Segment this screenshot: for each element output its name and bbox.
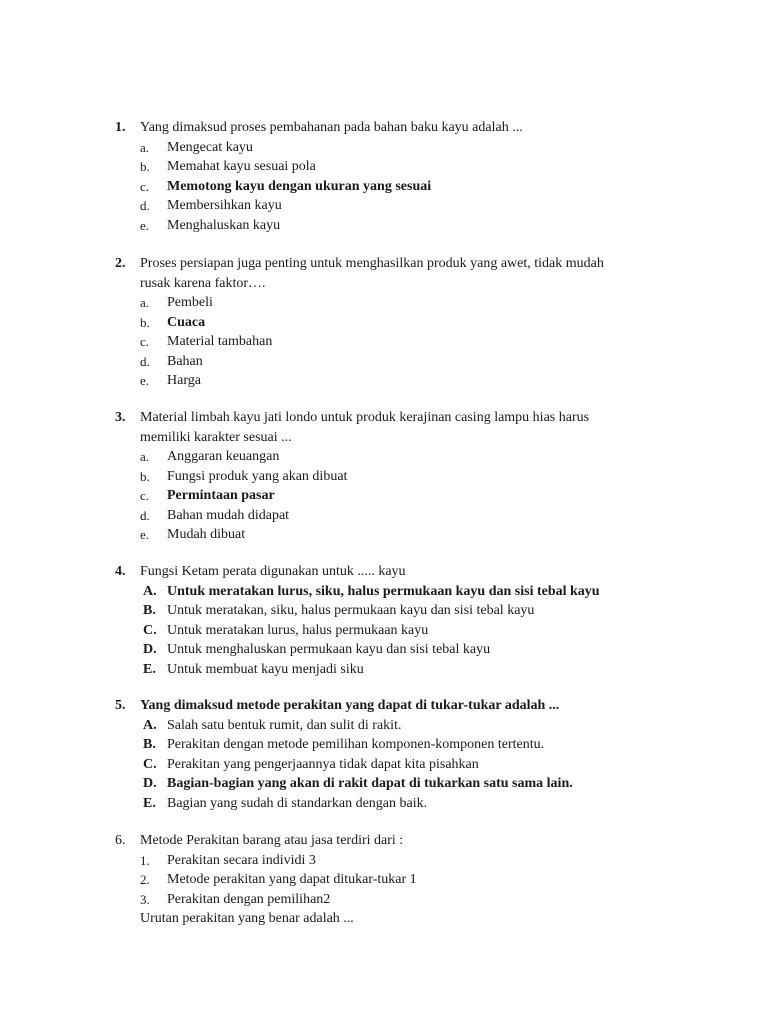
option-e [0, 371, 768, 391]
option-d [0, 196, 768, 216]
option-letter: E. [143, 661, 156, 677]
option-letter: b. [140, 314, 150, 330]
question-text: Proses persiapan juga penting untuk menghasilkan produk yang awet, tidak mudah [140, 256, 604, 271]
question-6 [0, 831, 768, 929]
option-letter: c. [140, 334, 150, 349]
question-number: 2. [115, 256, 126, 271]
option-text: Harga [167, 373, 201, 388]
option-text: Bagian yang sudah di standarkan dengan baik. [167, 795, 428, 811]
option-b [0, 467, 768, 487]
question-text: Yang dimaksud proses pembahanan pada bahan baku kayu adalah ... [140, 120, 523, 135]
question-4 [0, 562, 768, 679]
option-text: Pembeli [167, 295, 213, 310]
option-letter: a. [140, 449, 150, 464]
option-b [0, 157, 768, 177]
question-number: 4. [115, 564, 126, 579]
question-5 [0, 696, 768, 813]
question-2 [0, 254, 768, 391]
option-letter: e. [140, 217, 150, 233]
question-number: 5. [115, 698, 126, 713]
option-letter: d. [140, 198, 150, 213]
question-number: 3. [115, 410, 126, 425]
option-text: Untuk meratakan, siku, halus permukaan kayu dan sisi tebal kayu [167, 603, 535, 618]
option-letter: C. [143, 622, 157, 638]
option-letter: b. [140, 468, 150, 484]
list-number: 3. [140, 891, 150, 907]
option-letter: d. [140, 507, 150, 523]
option-text: Cuaca [167, 314, 206, 330]
list-number: 1. [140, 852, 150, 868]
option-d [0, 506, 768, 526]
question-text: Fungsi Ketam perata digunakan untuk ..... kayu [140, 564, 406, 579]
option-c-answer [0, 486, 768, 506]
list-text: Perakitan dengan pemilihan2 [167, 891, 331, 907]
option-letter: e. [140, 527, 150, 542]
option-letter: a. [140, 139, 150, 155]
option-a [0, 293, 768, 313]
option-c [0, 755, 768, 775]
option-d [0, 640, 768, 660]
option-a [0, 716, 768, 736]
option-letter: A. [143, 583, 157, 599]
option-e [0, 794, 768, 814]
option-text: Untuk meratakan lurus, halus permukaan kayu [167, 622, 429, 638]
option-a-answer [0, 582, 768, 602]
option-letter: D. [143, 776, 157, 791]
option-text: Mudah dibuat [167, 527, 246, 542]
list-text: Perakitan secara individi 3 [167, 852, 316, 868]
question-prompt: Urutan perakitan yang benar adalah ... [140, 911, 354, 926]
option-text: Anggaran keuangan [167, 449, 280, 464]
question-1 [0, 118, 768, 235]
option-text: Bahan mudah didapat [167, 507, 290, 523]
question-3 [0, 408, 768, 545]
option-text: Material tambahan [167, 334, 273, 349]
option-c [0, 332, 768, 352]
question-text: Yang dimaksud metode perakitan yang dapat di tukar-tukar adalah ... [140, 698, 560, 713]
question-text-continued: rusak karena faktor…. [140, 275, 266, 291]
option-letter: E. [143, 795, 156, 811]
question-text: Material limbah kayu jati londo untuk produk kerajinan casing lampu hias harus [140, 410, 590, 425]
option-a [0, 138, 768, 158]
option-a [0, 447, 768, 467]
list-item-3 [0, 890, 768, 910]
option-e [0, 216, 768, 236]
option-b [0, 735, 768, 755]
option-letter: A. [143, 717, 157, 733]
option-text: Mengecat kayu [167, 139, 253, 155]
option-text: Untuk menghaluskan permukaan kayu dan sisi tebal kayu [167, 642, 491, 657]
option-text: Untuk meratakan lurus, siku, halus permukaan kayu dan sisi tebal kayu [167, 583, 600, 599]
option-text: Memahat kayu sesuai pola [167, 159, 316, 174]
list-text: Metode perakitan yang dapat ditukar-tukar 1 [167, 872, 417, 887]
option-letter: B. [143, 737, 156, 752]
option-letter: C. [143, 756, 157, 772]
option-b [0, 601, 768, 621]
option-text: Permintaan pasar [167, 488, 275, 503]
option-letter: b. [140, 159, 150, 174]
option-text: Membersihkan kayu [167, 198, 282, 213]
option-letter: c. [140, 488, 150, 503]
option-letter: c. [140, 178, 150, 194]
option-text: Salah satu bentuk rumit, dan sulit di rakit. [167, 717, 402, 733]
option-text: Bagian-bagian yang akan di rakit dapat di tukarkan satu sama lain. [167, 776, 573, 791]
option-d [0, 352, 768, 372]
question-number: 1. [115, 120, 126, 135]
option-c [0, 621, 768, 641]
option-letter: a. [140, 295, 150, 310]
option-letter: B. [143, 603, 156, 618]
option-c-answer [0, 177, 768, 197]
option-text: Perakitan dengan metode pemilihan komponen-komponen tertentu. [167, 737, 545, 752]
option-e [0, 660, 768, 680]
option-text: Bahan [167, 353, 203, 369]
option-b-answer [0, 313, 768, 333]
list-item-1 [0, 851, 768, 871]
option-d-answer [0, 774, 768, 794]
option-text: Fungsi produk yang akan dibuat [167, 468, 348, 484]
option-text: Menghaluskan kayu [167, 217, 281, 233]
option-text: Memotong kayu dengan ukuran yang sesuai [167, 178, 432, 194]
question-number: 6. [115, 833, 126, 848]
question-text-continued: memiliki karakter sesuai ... [140, 429, 292, 445]
option-letter: D. [143, 642, 157, 657]
option-letter: e. [140, 373, 150, 388]
option-text: Perakitan yang pengerjaannya tidak dapat kita pisahkan [167, 756, 479, 772]
option-text: Untuk membuat kayu menjadi siku [167, 661, 364, 677]
option-e [0, 525, 768, 545]
list-item-2 [0, 870, 768, 890]
list-number: 2. [140, 872, 150, 887]
option-letter: d. [140, 353, 150, 369]
question-text: Metode Perakitan barang atau jasa terdiri dari : [140, 833, 404, 848]
